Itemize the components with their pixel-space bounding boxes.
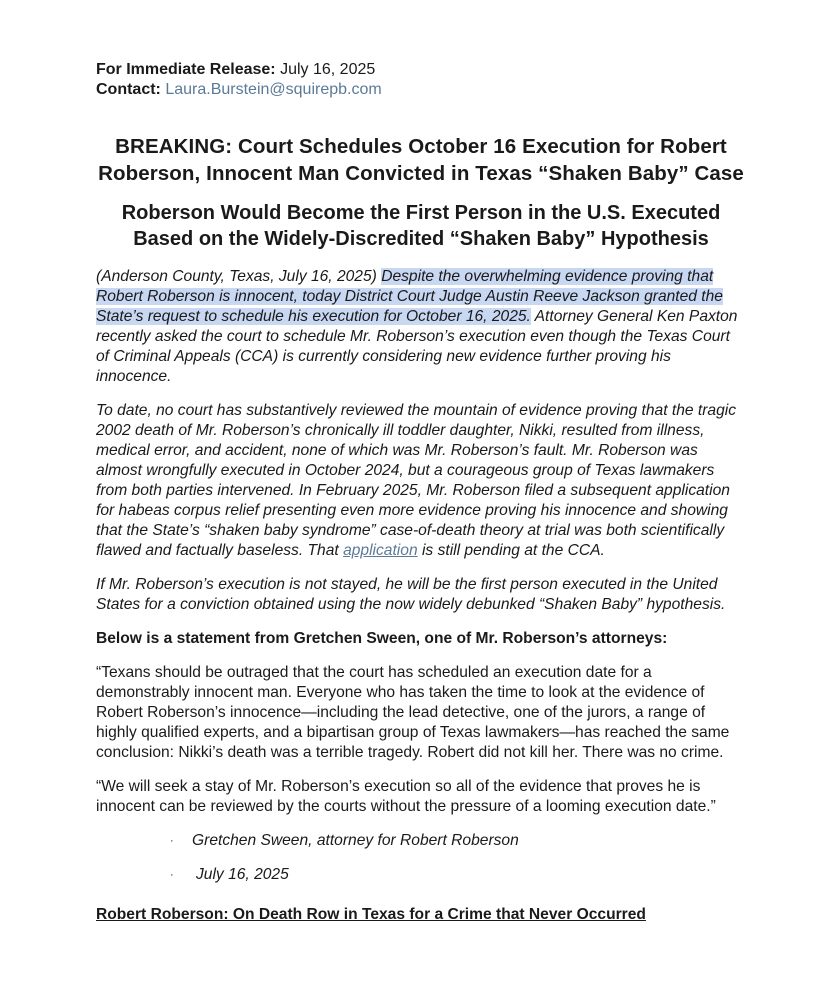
contact-line bbox=[96, 80, 746, 100]
signature-name: Gretchen Sween, attorney for Robert Roberson bbox=[192, 832, 519, 849]
quote-paragraph-2: “We will seek a stay of Mr. Roberson’s execution so all of the evidence that proves he is innocent can be reviewed by the courts without the pressure of a looming execution date.” bbox=[96, 778, 716, 815]
bullet-icon: · bbox=[170, 869, 174, 881]
application-link[interactable]: application bbox=[343, 542, 418, 559]
headline: BREAKING: Court Schedules October 16 Execution for Robert Roberson, Innocent Man Convicted in Texas “Shaken Baby” Case bbox=[98, 135, 744, 185]
dateline: (Anderson County, Texas, July 16, 2025) bbox=[96, 268, 377, 285]
paragraph-dateline bbox=[96, 267, 746, 387]
release-label: For Immediate Release: bbox=[96, 61, 276, 78]
paragraph-background bbox=[96, 401, 746, 561]
paragraph-consequence: If Mr. Roberson’s execution is not stayed, he will be the first person executed in the United States for a conviction obtained using the now widely debunked “Shaken Baby” hypothesis. bbox=[96, 576, 726, 613]
highlighted-text: Despite the overwhelming evidence proving that Robert Roberson is innocent, today District Court Judge Austin Reeve Jackson granted the State’s request to schedule his execution for October 16, 2025. bbox=[96, 268, 723, 325]
subheadline: Roberson Would Become the First Person in the U.S. Executed Based on the Widely-Discredited “Shaken Baby” Hypothesis bbox=[121, 202, 721, 250]
quote-paragraph-1: “Texans should be outraged that the court has scheduled an execution date for a demonstrably innocent man. Everyone who has taken the time to look at the evidence of Robert Roberson’s innocence—including the lead detective, one of the jurors, a range of highly qualified experts, and a bipartisan group of Texas lawmakers—has reached the same conclusion: Nikki’s death was a terrible tragedy. Robert did not kill her. There was no crime. bbox=[96, 664, 730, 761]
bullet-icon: · bbox=[170, 835, 174, 847]
release-line bbox=[96, 60, 746, 80]
paragraph1-rest: Attorney General Ken Paxton recently asked the court to schedule Mr. Roberson’s execution even though the Texas Court of Criminal Appeals (CCA) is currently considering new evidence further proving his innocence. bbox=[96, 308, 738, 385]
signature-date-line bbox=[96, 865, 746, 885]
paragraph2-tail: is still pending at the CCA. bbox=[421, 542, 605, 559]
contact-email-link[interactable]: Laura.Burstein@squirepb.com bbox=[165, 81, 382, 98]
statement-intro: Below is a statement from Gretchen Sween, one of Mr. Roberson’s attorneys: bbox=[96, 630, 668, 647]
paragraph2-text: To date, no court has substantively reviewed the mountain of evidence proving that the tragic 2002 death of Mr. Roberson’s chronically ill toddler daughter, Nikki, resulted from illness, medical error, and accident, none of which was Mr. Roberson’s fault. Mr. Roberson was almost wrongfully executed in October 2024, but a courageous group of Texas lawmakers from both parties intervened. In February 2025, Mr. Roberson filed a subsequent application for habeas corpus relief presenting even more evidence proving his innocence and showing that the State’s “shaken baby syndrome” case-of-death theory at trial was both scientifically flawed and factually baseless. That bbox=[96, 402, 737, 559]
section-title: Robert Roberson: On Death Row in Texas for a Crime that Never Occurred bbox=[96, 906, 646, 923]
press-release-document bbox=[96, 60, 746, 925]
release-date: July 16, 2025 bbox=[280, 61, 376, 78]
contact-label: Contact: bbox=[96, 81, 161, 98]
signature-name-line bbox=[96, 831, 746, 851]
signature-date: July 16, 2025 bbox=[196, 866, 289, 883]
